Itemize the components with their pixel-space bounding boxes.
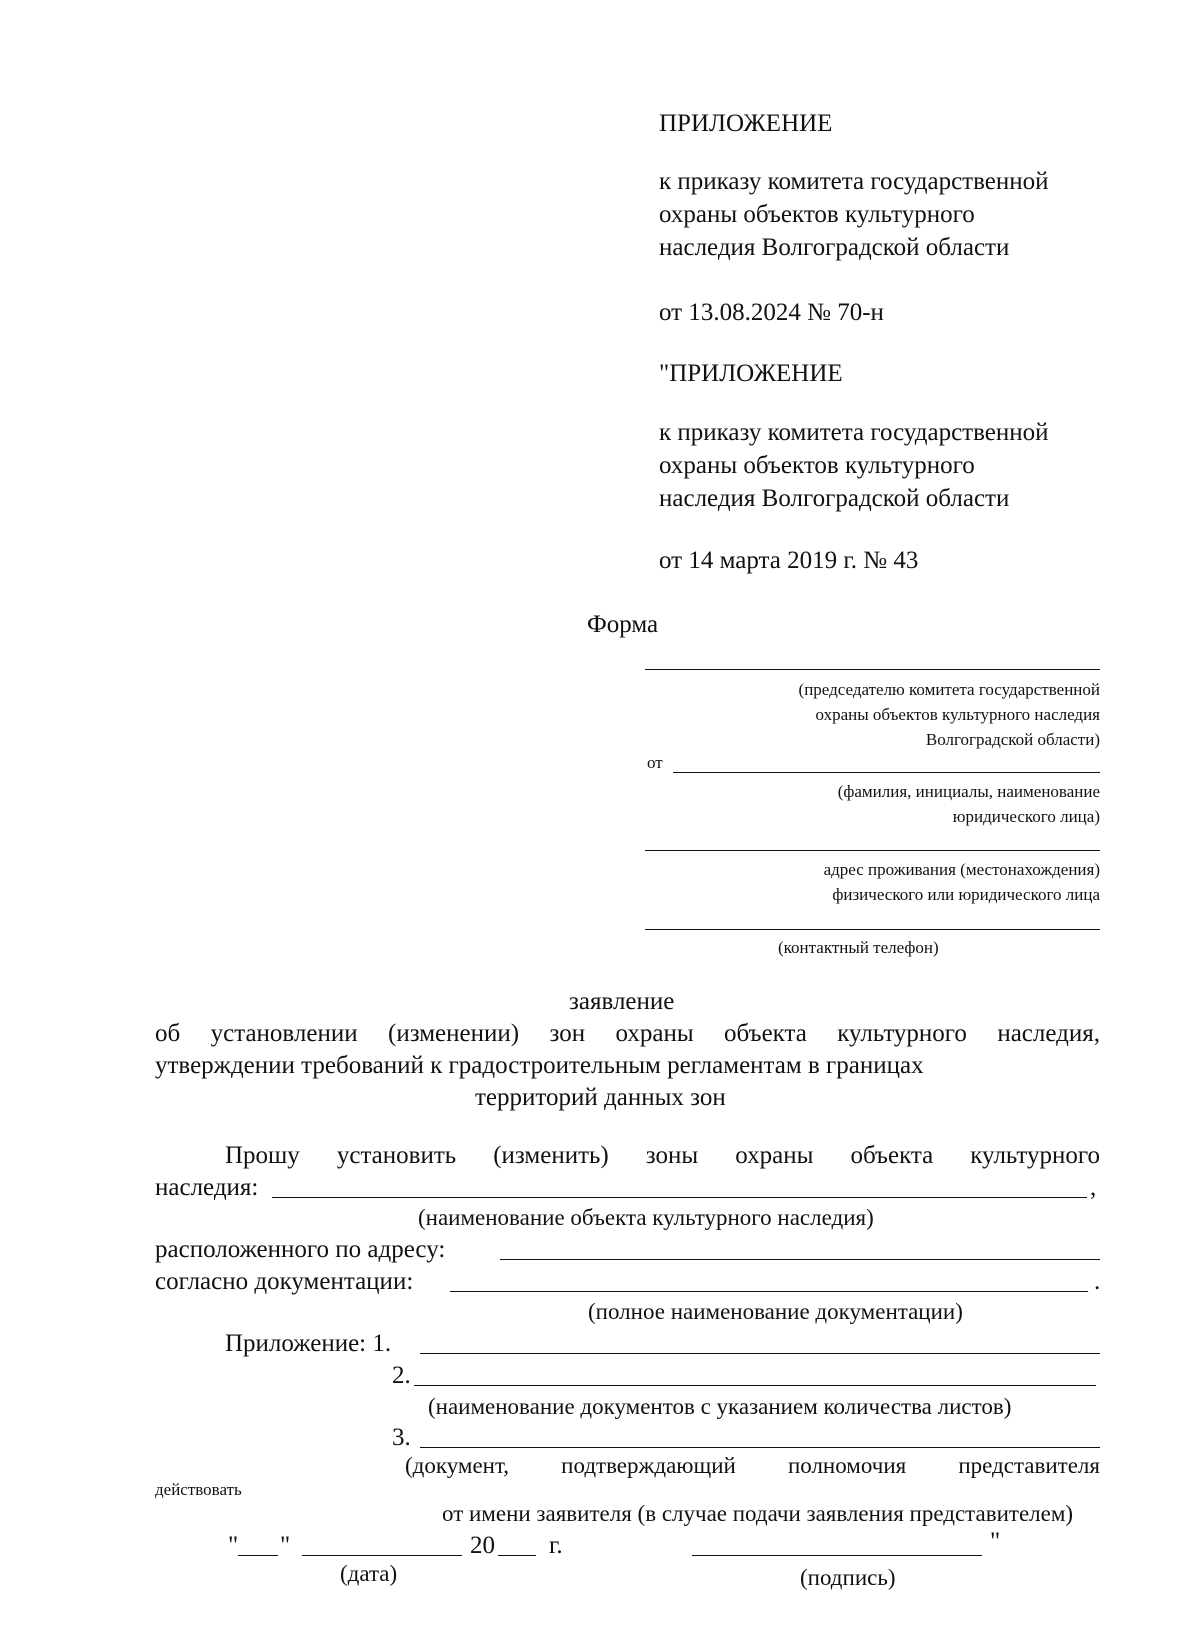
form-label: Форма bbox=[587, 611, 659, 638]
appendix-order-line-3: наследия Волгоградской области bbox=[659, 234, 1010, 261]
heritage-name-field-line[interactable] bbox=[272, 1197, 1087, 1198]
chairman-field-line[interactable] bbox=[645, 669, 1100, 670]
applicant-name-field-line[interactable] bbox=[673, 772, 1100, 773]
attachments-label: Приложение: 1. bbox=[225, 1330, 392, 1357]
appendix-order-line-1: к приказу комитета государственной bbox=[659, 168, 1049, 195]
request-line: Прошу установить (изменить) зоны охраны объекта культурного bbox=[225, 1142, 1100, 1169]
appendix-order-line-2: охраны объектов культурного bbox=[659, 201, 975, 228]
heritage-comma: , bbox=[1090, 1174, 1097, 1201]
day-field-line[interactable] bbox=[238, 1555, 278, 1556]
quoted-appendix-date: от 14 марта 2019 г. № 43 bbox=[659, 547, 919, 574]
documentation-period: . bbox=[1094, 1268, 1101, 1295]
heritage-label: наследия: bbox=[155, 1174, 259, 1201]
attachment-2-label: 2. bbox=[392, 1362, 411, 1389]
address-caption-1: адрес проживания (местонахождения) bbox=[823, 860, 1100, 879]
heritage-address-field-line[interactable] bbox=[500, 1259, 1100, 1260]
phone-field-line[interactable] bbox=[645, 929, 1100, 930]
attachment-1-field-line[interactable] bbox=[420, 1353, 1100, 1354]
chairman-caption-2: охраны объектов культурного наследия bbox=[815, 705, 1100, 724]
date-open-quote: " bbox=[228, 1532, 239, 1559]
heritage-caption: (наименование объекта культурного наследия) bbox=[418, 1205, 874, 1230]
address-label: расположенного по адресу: bbox=[155, 1236, 446, 1263]
signature-caption: (подпись) bbox=[800, 1565, 896, 1590]
signature-end-quote: " bbox=[990, 1528, 1001, 1555]
attachment-3-caption-2: от имени заявителя (в случае подачи заявления представителем) bbox=[442, 1501, 1074, 1526]
statement-subject-line-1: об установлении (изменении) зон охраны объекта культурного наследия, bbox=[155, 1020, 1100, 1047]
quoted-appendix-title: "ПРИЛОЖЕНИЕ bbox=[659, 360, 843, 387]
name-caption-1: (фамилия, инициалы, наименование bbox=[837, 782, 1100, 801]
attachment-3-field-line[interactable] bbox=[420, 1447, 1100, 1448]
statement-subject-line-2: утверждении требований к градостроительным регламентам в границах bbox=[155, 1052, 924, 1079]
quoted-appendix-order-line-2: охраны объектов культурного bbox=[659, 452, 975, 479]
date-close-quote: " bbox=[280, 1532, 291, 1559]
documentation-field-line[interactable] bbox=[450, 1291, 1088, 1292]
documentation-caption: (полное наименование документации) bbox=[588, 1299, 963, 1324]
signature-field-line[interactable] bbox=[692, 1555, 982, 1556]
from-label: от bbox=[647, 753, 663, 772]
statement-subject-line-3: территорий данных зон bbox=[475, 1084, 726, 1111]
quoted-appendix-order-line-1: к приказу комитета государственной bbox=[659, 419, 1049, 446]
year-prefix: 20 bbox=[470, 1532, 495, 1559]
quoted-appendix-order-line-3: наследия Волгоградской области bbox=[659, 485, 1010, 512]
documentation-label: согласно документации: bbox=[155, 1268, 414, 1295]
chairman-caption-1: (председателю комитета государственной bbox=[798, 680, 1100, 699]
appendix-title: ПРИЛОЖЕНИЕ bbox=[659, 110, 833, 137]
name-caption-2: юридического лица) bbox=[952, 807, 1100, 826]
chairman-caption-3: Волгоградской области) bbox=[925, 730, 1100, 749]
date-caption: (дата) bbox=[340, 1561, 398, 1586]
phone-caption: (контактный телефон) bbox=[778, 938, 939, 957]
appendix-date: от 13.08.2024 № 70-н bbox=[659, 299, 884, 326]
year-field-line[interactable] bbox=[498, 1555, 536, 1556]
statement-heading: заявление bbox=[569, 988, 675, 1015]
address-caption-2: физического или юридического лица bbox=[832, 885, 1100, 904]
attachment-3-caption-word: действовать bbox=[155, 1480, 242, 1499]
address-field-line[interactable] bbox=[645, 850, 1100, 851]
attachment-3-label: 3. bbox=[392, 1424, 411, 1451]
attachment-2-field-line[interactable] bbox=[414, 1385, 1096, 1386]
year-suffix: г. bbox=[549, 1532, 563, 1559]
attachments-caption: (наименование документов с указанием количества листов) bbox=[428, 1394, 1012, 1419]
attachment-3-caption-1: (документ, подтверждающий полномочия представителя bbox=[405, 1453, 1100, 1478]
month-field-line[interactable] bbox=[302, 1555, 462, 1556]
